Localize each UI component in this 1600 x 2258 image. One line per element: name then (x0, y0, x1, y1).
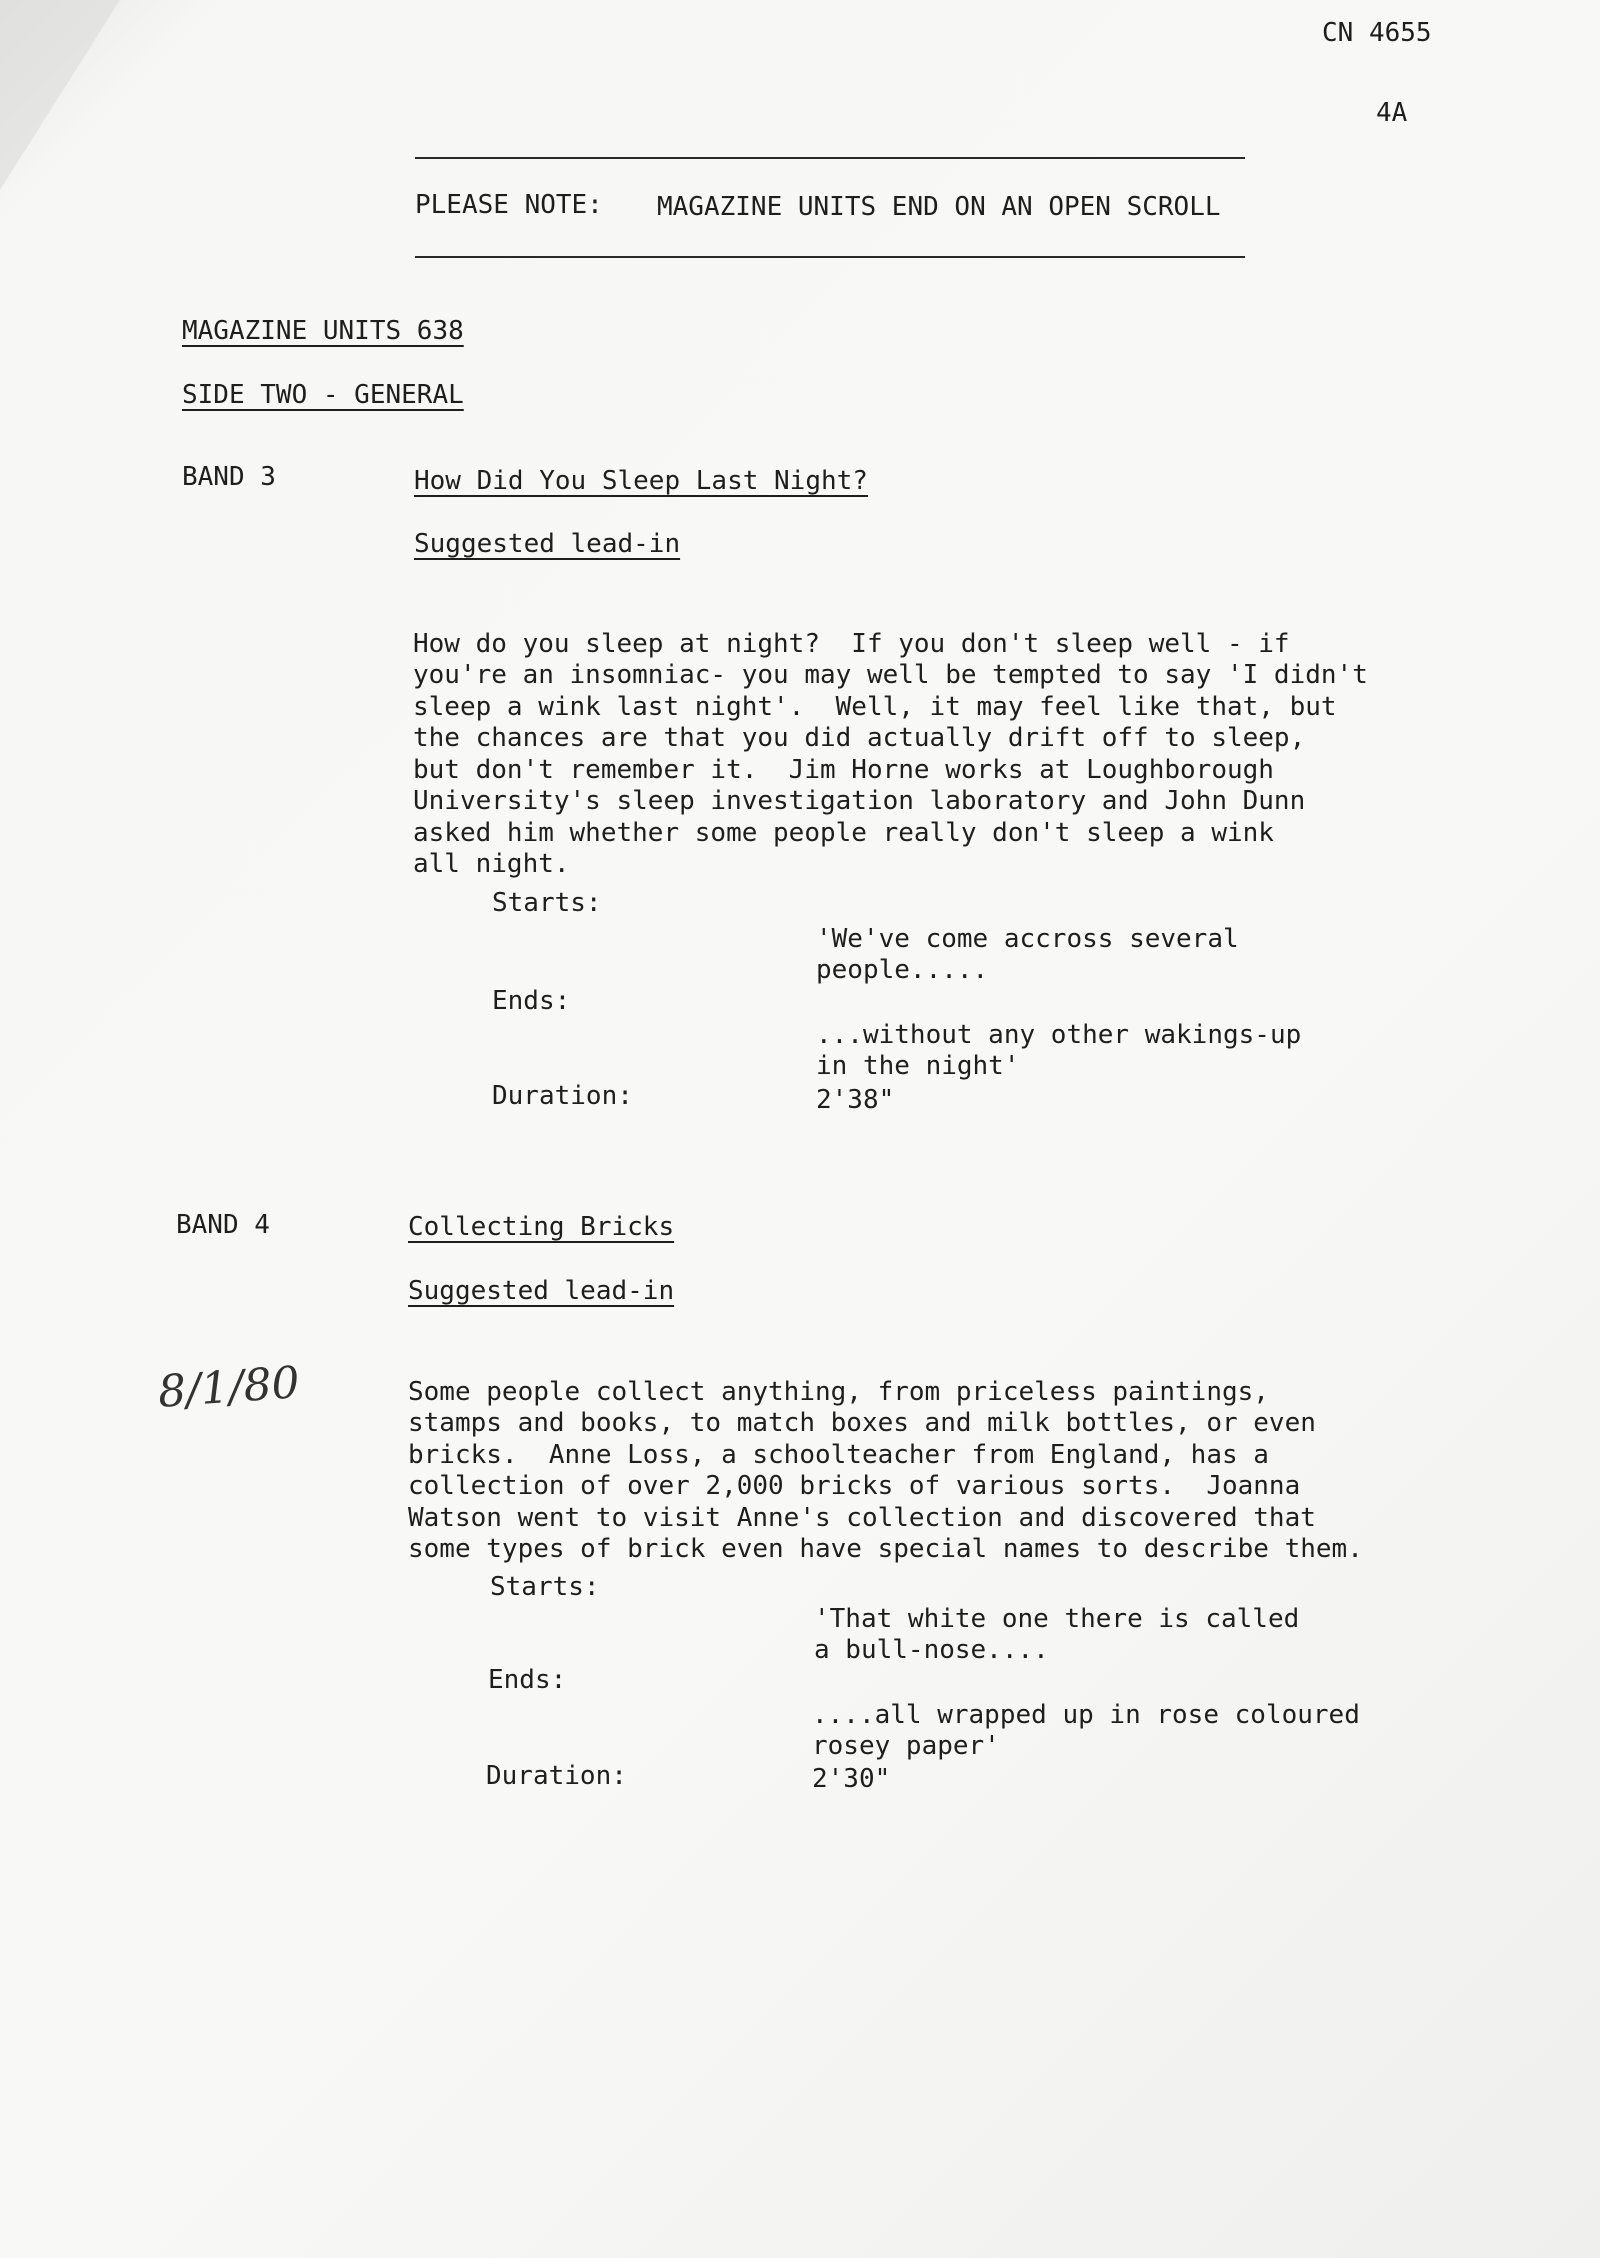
lead-in-line: Some people collect anything, from priceless paintings, (408, 1376, 1269, 1407)
ends-text (812, 1668, 1360, 1794)
duration-value: 2'30" (812, 1764, 891, 1794)
starts-label: Starts: (492, 888, 602, 918)
lead-in-heading: Suggested lead-in (408, 1276, 675, 1306)
starts-line: 'That white one there is called (814, 1603, 1300, 1634)
starts-line: people..... (816, 955, 989, 985)
lead-in-line: asked him whether some people really don't sleep a wink (413, 817, 1274, 848)
notice-top-rule (415, 157, 1245, 159)
lead-in-text (413, 597, 1368, 912)
lead-in-line: University's sleep investigation laboratory and John Dunn (413, 786, 1306, 816)
ends-line: rosey paper' (812, 1731, 1000, 1761)
lead-in-line: you're an insomniac- you may well be tempted to say 'I didn't (413, 660, 1368, 690)
lead-in-line: some types of brick even have special names to describe them. (408, 1534, 1363, 1564)
notice-bottom-rule (415, 256, 1245, 258)
lead-in-line: all night. (413, 849, 570, 879)
notice-label: PLEASE NOTE: (415, 190, 603, 220)
ends-label: Ends: (492, 986, 571, 1016)
lead-in-line: sleep a wink last night'. Well, it may feel like that, but (413, 691, 1337, 722)
band-title: Collecting Bricks (408, 1212, 675, 1242)
section-subtitle: SIDE TWO - GENERAL (182, 380, 464, 410)
starts-line: 'We've come accross several (816, 923, 1239, 954)
notice-text: MAGAZINE UNITS END ON AN OPEN SCROLL (657, 192, 1221, 222)
folded-corner (0, 0, 120, 190)
lead-in-line: How do you sleep at night? If you don't sleep well - if (413, 628, 1290, 659)
handwritten-date: 8/1/80 (156, 1357, 302, 1418)
section-title: MAGAZINE UNITS 638 (182, 316, 464, 346)
band-label: BAND 4 (176, 1210, 270, 1240)
lead-in-text (408, 1345, 1363, 1597)
starts-label: Starts: (490, 1572, 600, 1602)
duration-value: 2'38" (816, 1085, 895, 1115)
lead-in-line: stamps and books, to match boxes and milk bottles, or even (408, 1408, 1316, 1438)
ends-label: Ends: (488, 1665, 567, 1695)
lead-in-line: but don't remember it. Jim Horne works at Loughborough (413, 754, 1274, 785)
document-number: CN 4655 (1322, 18, 1432, 48)
band-title: How Did You Sleep Last Night? (414, 466, 868, 496)
starts-line: a bull-nose.... (814, 1635, 1049, 1665)
band-label: BAND 3 (182, 462, 276, 492)
ends-line: ...without any other wakings-up (816, 1019, 1302, 1050)
ends-line: in the night' (816, 1051, 1020, 1081)
lead-in-heading: Suggested lead-in (414, 529, 681, 559)
duration-label: Duration: (492, 1081, 633, 1111)
lead-in-line: collection of over 2,000 bricks of various sorts. Joanna (408, 1471, 1301, 1501)
duration-label: Duration: (486, 1761, 627, 1791)
ends-line: ....all wrapped up in rose coloured (812, 1699, 1360, 1730)
lead-in-line: the chances are that you did actually drift off to sleep, (413, 723, 1306, 753)
lead-in-line: bricks. Anne Loss, a schoolteacher from England, has a (408, 1439, 1269, 1470)
lead-in-line: Watson went to visit Anne's collection and discovered that (408, 1502, 1316, 1533)
page-number: 4A (1376, 98, 1408, 128)
